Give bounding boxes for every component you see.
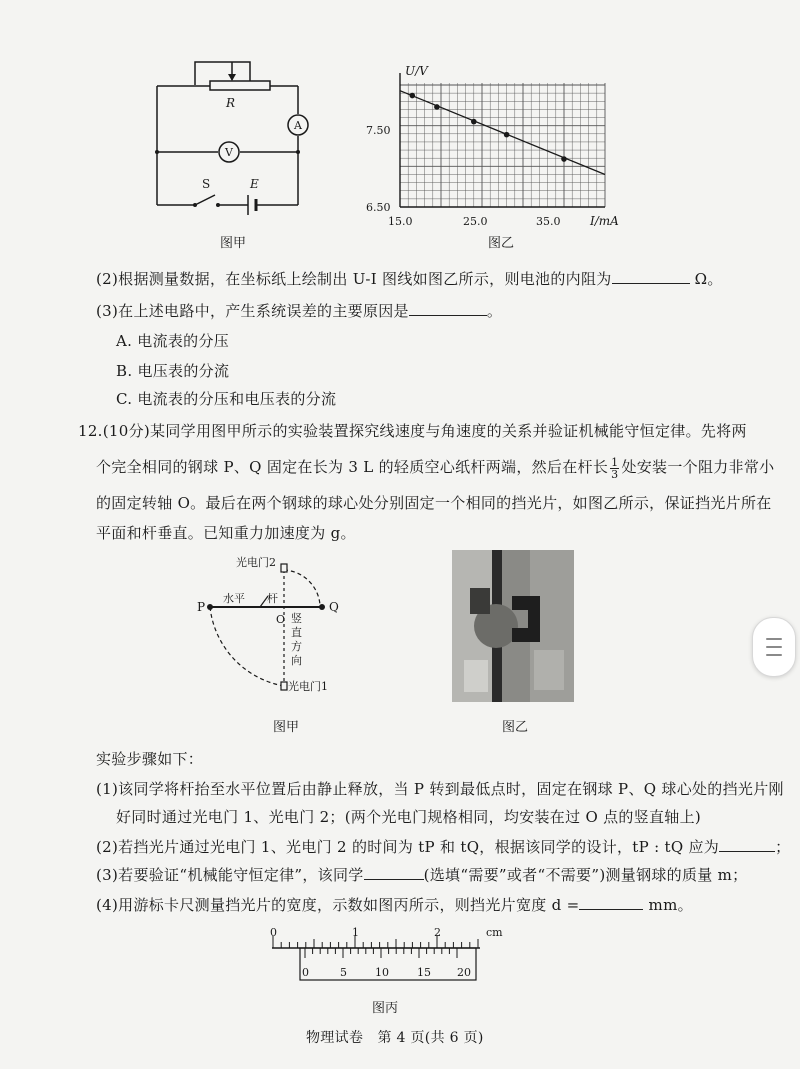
page-footer: 物理试卷 第 4 页(共 6 页) <box>306 1030 484 1046</box>
step3: (3)若要验证“机械能守恒定律”，该同学 (选填“需要”或者“不需要”)测量钢球的质量 m； <box>96 866 748 884</box>
ui-graph <box>360 55 630 235</box>
label-P: P <box>197 600 206 614</box>
data-point <box>410 93 416 99</box>
cm-unit-label: cm <box>486 926 503 939</box>
figure-bing-caption: 图丙 <box>372 1001 399 1016</box>
x-axis-label: I/mA <box>590 214 619 228</box>
shutter-photo <box>452 550 574 702</box>
label-S: S <box>202 177 211 191</box>
figure-jia-mid-caption: 图甲 <box>273 720 300 735</box>
data-point <box>504 132 510 138</box>
label-O: O <box>276 613 286 626</box>
y-axis-label: U/V <box>405 64 428 78</box>
vertical-label-2: 直 <box>291 626 302 639</box>
q12-line3: 的固定转轴 O。最后在两个钢球的球心处分别固定一个相同的挡光片，如图乙所示，保证挡光片所在 <box>96 494 772 512</box>
step2: (2)若挡光片通过光电门 1、光电门 2 的时间为 tP 和 tQ，根据该同学的设计，tP : tQ 应为 ； <box>96 838 791 856</box>
q12-line4: 平面和杆垂直。已知重力加速度为 g。 <box>96 524 356 542</box>
vernier-label: 10 <box>375 966 389 979</box>
fraction-one-third: $\frac{1}{3}$ <box>611 455 619 481</box>
circuit-diagram <box>140 50 320 230</box>
rod-label: 杆 <box>267 592 278 605</box>
option-a: A. 电流表的分压 <box>116 332 230 350</box>
data-point <box>434 104 440 110</box>
x-tick-label: 15.0 <box>388 215 413 228</box>
main-scale-label: 1 <box>352 926 359 939</box>
y-tick-label: 6.50 <box>366 201 391 214</box>
scroll-handle[interactable] <box>752 617 796 677</box>
label-A: A <box>294 119 302 132</box>
step1a: (1)该同学将杆抬至水平位置后由静止释放，当 P 转到最低点时，固定在钢球 P、Q 球心处的挡光片刚 <box>96 780 784 798</box>
vernier-label: 15 <box>417 966 431 979</box>
option-b: B. 电压表的分流 <box>116 362 230 380</box>
fit-line <box>400 91 605 175</box>
q11-part3: (3)在上述电路中，产生系统误差的主要原因是 。 <box>96 302 503 320</box>
q12-line1: 12.(10分)某同学用图甲所示的实验装置探究线速度与角速度的关系并验证机械能守恒定律。先将两 <box>78 422 747 440</box>
label-R: R <box>226 96 236 110</box>
step4: (4)用游标卡尺测量挡光片的宽度，示数如图丙所示，则挡光片宽度 d = mm。 <box>96 896 693 914</box>
figure-yi-mid-caption: 图乙 <box>502 720 529 735</box>
data-point <box>561 156 567 162</box>
vertical-label-1: 竖 <box>291 612 302 625</box>
main-scale-label: 2 <box>434 926 441 939</box>
vernier-label: 5 <box>340 966 347 979</box>
vernier-caliper <box>262 922 512 992</box>
data-point <box>471 119 477 125</box>
vertical-label-4: 向 <box>291 654 302 667</box>
q11-part2: (2)根据测量数据，在坐标纸上绘制出 U-I 图线如图乙所示，则电池的内阻为 Ω。 <box>96 270 723 288</box>
x-tick-label: 25.0 <box>463 215 488 228</box>
horizontal-label: 水平 <box>223 592 245 605</box>
gate2-label: 光电门2 <box>236 556 276 569</box>
step1b: 好同时通过光电门 1、光电门 2；(两个光电门规格相同，均安装在过 O 点的竖直轴上) <box>116 808 702 826</box>
x-tick-label: 35.0 <box>536 215 561 228</box>
vernier-label: 20 <box>457 966 471 979</box>
label-E: E <box>250 177 259 191</box>
y-tick-label: 7.50 <box>366 124 391 137</box>
vernier-label: 0 <box>302 966 309 979</box>
label-V: V <box>225 146 233 159</box>
vertical-label-3: 方 <box>291 640 302 653</box>
option-c: C. 电流表的分压和电压表的分流 <box>116 390 337 408</box>
figure-yi-caption: 图乙 <box>488 236 515 251</box>
rod-apparatus-diagram <box>190 550 365 700</box>
main-scale-label: 0 <box>270 926 277 939</box>
gate1-label: 光电门1 <box>288 680 328 693</box>
steps-heading: 实验步骤如下： <box>96 750 204 768</box>
q12-line2: 个完全相同的钢球 P、Q 固定在长为 3 L 的轻质空心纸杆两端，然后在杆长 $\frac{1}{3}$ 处安装一个阻力非常小 <box>96 455 775 481</box>
figure-jia-caption: 图甲 <box>220 236 247 251</box>
label-Q: Q <box>329 600 339 614</box>
